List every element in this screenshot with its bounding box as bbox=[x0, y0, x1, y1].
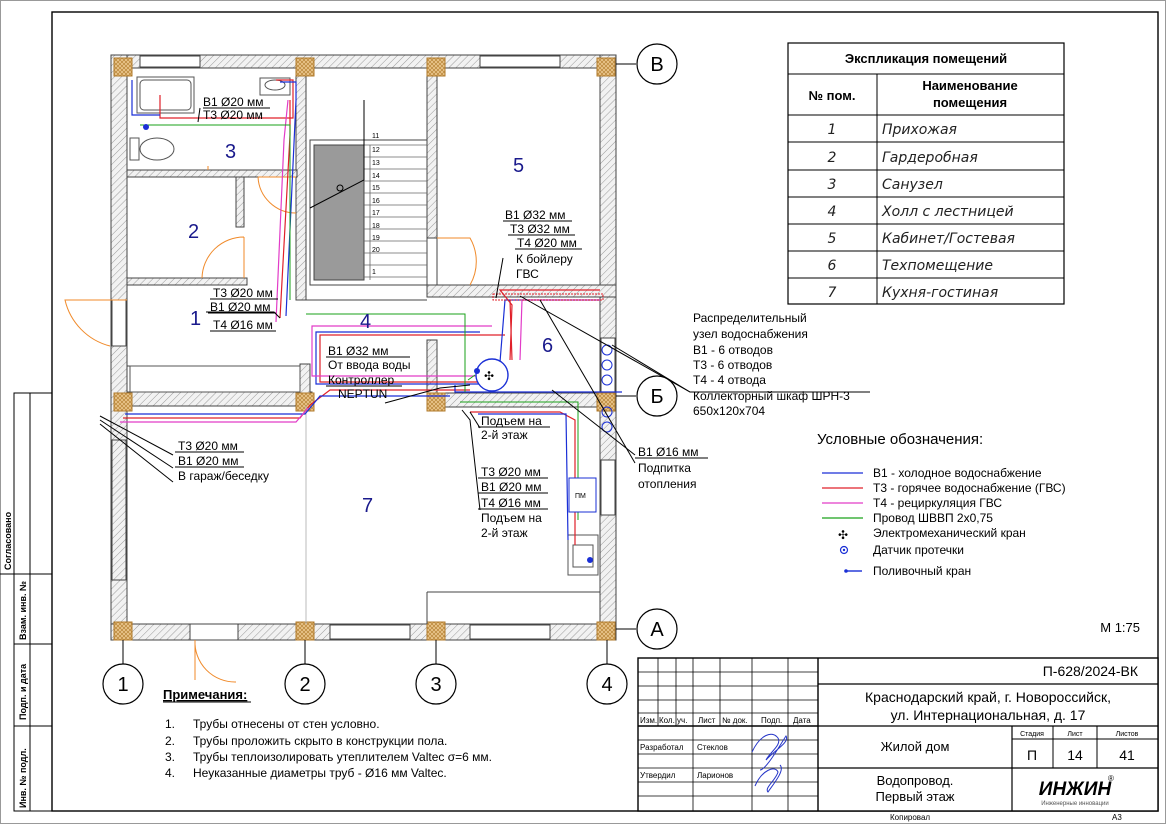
axis-a: А bbox=[650, 619, 664, 641]
toilet bbox=[130, 138, 139, 160]
leak-sensor-tech bbox=[474, 368, 480, 374]
axis-1: 1 bbox=[117, 674, 129, 696]
leak-sensor-kitchen bbox=[587, 557, 593, 563]
heat-makeup-label-2: отопления bbox=[638, 477, 697, 491]
axis-4: 4 bbox=[601, 674, 613, 696]
tb-sheet-name-2: Первый этаж bbox=[875, 789, 955, 804]
note-text: Трубы теплоизолировать утеплителем Valtec σ=6 мм. bbox=[193, 750, 492, 764]
legend-item: Т4 - рециркуляция ГВС bbox=[873, 496, 1003, 510]
legend-item: Датчик протечки bbox=[873, 543, 964, 557]
legend-item: Поливочный кран bbox=[873, 564, 972, 578]
svg-text:13: 13 bbox=[372, 160, 380, 167]
bath-b1-label: В1 Ø20 мм bbox=[203, 95, 264, 109]
garage-b1-label: В1 Ø20 мм bbox=[178, 454, 239, 468]
dist-label-5: Т4 - 4 отвода bbox=[693, 373, 766, 387]
rise2-t4-label: Т4 Ø16 мм bbox=[481, 496, 541, 510]
explication-col-name: Наименование bbox=[922, 78, 1018, 93]
svg-text:19: 19 bbox=[372, 235, 380, 242]
room-4-number: 4 bbox=[360, 311, 372, 333]
dist-label-2: узел водоснабжения bbox=[693, 327, 808, 341]
note-text: Трубы отнесены от стен условно. bbox=[193, 717, 380, 731]
tb-header: Дата bbox=[793, 716, 811, 725]
room-row-name: Санузел bbox=[882, 177, 943, 193]
controller-label: Контроллер bbox=[328, 373, 395, 387]
leak-sensor bbox=[143, 124, 149, 130]
boiler-to-label: К бойлеру bbox=[516, 252, 573, 266]
input-from-label: От ввода воды bbox=[328, 358, 411, 372]
dist-label-7: 650х120х704 bbox=[693, 404, 766, 418]
legend-title: Условные обозначения: bbox=[817, 431, 984, 448]
stamp-sign-date: Подп. и дата bbox=[18, 663, 28, 720]
tb-header: Подп. bbox=[761, 716, 783, 725]
room-3-number: 3 bbox=[225, 141, 237, 163]
tb-code: П-628/2024-ВК bbox=[1042, 663, 1138, 679]
tb-developed-label: Разработал bbox=[640, 743, 684, 752]
explication-col-no: № пом. bbox=[808, 88, 856, 103]
room-row-no: 5 bbox=[827, 231, 837, 247]
tb-sheets-label: Листов bbox=[1115, 731, 1139, 738]
svg-text:1: 1 bbox=[372, 269, 376, 276]
tb-object: Жилой дом bbox=[880, 739, 950, 754]
company-logo: ИНЖИН bbox=[1038, 779, 1112, 800]
dist-label-4: Т3 - 6 отводов bbox=[693, 358, 773, 372]
room-1-number: 1 bbox=[190, 308, 202, 330]
svg-text:11: 11 bbox=[372, 133, 380, 140]
electro-valve-icon: ✣ bbox=[838, 528, 849, 542]
tb-sheets: 41 bbox=[1119, 747, 1135, 763]
svg-text:20: 20 bbox=[372, 247, 380, 254]
legend-item: Провод ШВВП 2х0,75 bbox=[873, 511, 993, 525]
valve-symbol: ✣ bbox=[484, 369, 495, 383]
note-number: 3. bbox=[165, 750, 176, 764]
axis-v: В bbox=[650, 54, 664, 76]
room-row-name: Кухня-гостиная bbox=[882, 285, 999, 301]
footer-format: А3 bbox=[1112, 813, 1122, 822]
room-row-name: Гардеробная bbox=[882, 150, 978, 166]
hall-b1-label: В1 Ø20 мм bbox=[210, 300, 271, 314]
rise2-t3-label: Т3 Ø20 мм bbox=[481, 465, 541, 479]
dist-label-3: В1 - 6 отводов bbox=[693, 343, 773, 357]
rise2-b1-label: В1 Ø20 мм bbox=[481, 480, 542, 494]
room-row-no: 3 bbox=[827, 177, 837, 193]
tb-address: Краснодарский край, г. Новороссийск, bbox=[865, 689, 1111, 705]
explication-col-name-2: помещения bbox=[932, 95, 1008, 110]
tb-sheet: 14 bbox=[1067, 747, 1083, 763]
note-number: 1. bbox=[165, 717, 176, 731]
rise1-label-2: 2-й этаж bbox=[481, 428, 528, 442]
hall-t3-label: Т3 Ø20 мм bbox=[213, 286, 273, 300]
boiler-t4-label: Т4 Ø20 мм bbox=[517, 236, 577, 250]
tb-stage-label: Стадия bbox=[1020, 731, 1044, 738]
logo-registered: ® bbox=[1108, 774, 1114, 783]
tb-header: № док. bbox=[722, 716, 748, 725]
tb-header: Кол. уч. bbox=[659, 716, 688, 725]
tb-approved-name: Ларионов bbox=[697, 771, 734, 780]
heat-b1-label: В1 Ø16 мм bbox=[638, 445, 699, 459]
room-6-number: 6 bbox=[542, 335, 554, 357]
controller-model: NEPTUN bbox=[338, 387, 388, 401]
legend bbox=[817, 431, 1066, 578]
room-row-no: 1 bbox=[827, 122, 837, 138]
notes-title: Примечания: bbox=[163, 687, 248, 702]
note-text: Трубы проложить скрыто в конструкции пола. bbox=[193, 734, 448, 748]
footer-copied: Копировал bbox=[890, 813, 931, 822]
title-block bbox=[638, 658, 1158, 811]
explication-title: Экспликация помещений bbox=[844, 51, 1008, 66]
rise1-label: Подъем на bbox=[481, 414, 542, 428]
svg-text:14: 14 bbox=[372, 173, 380, 180]
room-row-name: Кабинет/Гостевая bbox=[882, 231, 1015, 247]
tb-sheet-label: Лист bbox=[1067, 731, 1083, 738]
tb-address-2: ул. Интернациональная, д. 17 bbox=[890, 707, 1086, 723]
floor-plan bbox=[65, 55, 870, 682]
hall-t4-label: Т4 Ø16 мм bbox=[213, 318, 273, 332]
room-row-no: 6 bbox=[827, 258, 837, 274]
room-row-name: Холл с лестницей bbox=[882, 204, 1014, 220]
tb-developed-name: Стеклов bbox=[697, 743, 728, 752]
axis-2: 2 bbox=[299, 674, 311, 696]
rise2-label: Подъем на bbox=[481, 511, 542, 525]
company-tagline: Инженерные инновации bbox=[1041, 801, 1109, 807]
dist-label-1: Распределительный bbox=[693, 311, 807, 325]
room-7-number: 7 bbox=[362, 495, 374, 517]
axis-3: 3 bbox=[430, 674, 442, 696]
room-row-name: Техпомещение bbox=[882, 258, 994, 274]
note-text: Неуказанные диаметры труб - Ø16 мм Valtec. bbox=[193, 766, 447, 780]
boiler-dhw-label: ГВС bbox=[516, 267, 539, 281]
svg-text:15: 15 bbox=[372, 185, 380, 192]
room-5-number: 5 bbox=[513, 155, 525, 177]
explication-table bbox=[788, 43, 1064, 304]
garage-to-label: В гараж/беседку bbox=[178, 469, 270, 483]
dist-label-6: Коллекторный шкаф ШРН-3 bbox=[693, 389, 850, 403]
pm-label: ПМ bbox=[575, 493, 586, 500]
boiler-t3-label: Т3 Ø32 мм bbox=[510, 222, 570, 236]
legend-item: В1 - холодное водоснабжение bbox=[873, 466, 1042, 480]
input-b1-label: В1 Ø32 мм bbox=[328, 344, 389, 358]
heat-makeup-label: Подпитка bbox=[638, 461, 691, 475]
side-stamp bbox=[0, 393, 52, 811]
room-row-no: 4 bbox=[827, 204, 837, 220]
stamp-replace-inv: Взам. инв. № bbox=[18, 580, 28, 640]
tb-sheet-name: Водопровод. bbox=[876, 773, 954, 788]
tb-header: Изм. bbox=[640, 716, 658, 725]
tb-approved-label: Утвердил bbox=[640, 771, 676, 780]
rise2-label-2: 2-й этаж bbox=[481, 526, 528, 540]
scale-label: М 1:75 bbox=[1100, 620, 1140, 635]
bathtub bbox=[137, 77, 194, 113]
bath-t3-label: Т3 Ø20 мм bbox=[203, 108, 263, 122]
axis-b: Б bbox=[650, 386, 664, 408]
svg-text:18: 18 bbox=[372, 223, 380, 230]
legend-item: Электромеханический кран bbox=[873, 526, 1026, 540]
room-row-no: 2 bbox=[827, 150, 837, 166]
garage-t3-label: Т3 Ø20 мм bbox=[178, 439, 238, 453]
room-row-no: 7 bbox=[827, 285, 837, 301]
note-number: 2. bbox=[165, 734, 176, 748]
stamp-agreed: Согласовано bbox=[3, 511, 13, 570]
svg-text:12: 12 bbox=[372, 147, 380, 154]
tb-stage: П bbox=[1026, 747, 1038, 763]
note-number: 4. bbox=[165, 766, 176, 780]
tb-header: Лист bbox=[698, 716, 716, 725]
svg-text:16: 16 bbox=[372, 198, 380, 205]
legend-item: Т3 - горячее водоснабжение (ГВС) bbox=[873, 481, 1066, 495]
room-row-name: Прихожая bbox=[882, 122, 957, 138]
stamp-inv-orig: Инв. № подл. bbox=[18, 748, 28, 808]
svg-text:17: 17 bbox=[372, 210, 380, 217]
boiler-b1-label: В1 Ø32 мм bbox=[505, 208, 566, 222]
room-2-number: 2 bbox=[188, 221, 200, 243]
